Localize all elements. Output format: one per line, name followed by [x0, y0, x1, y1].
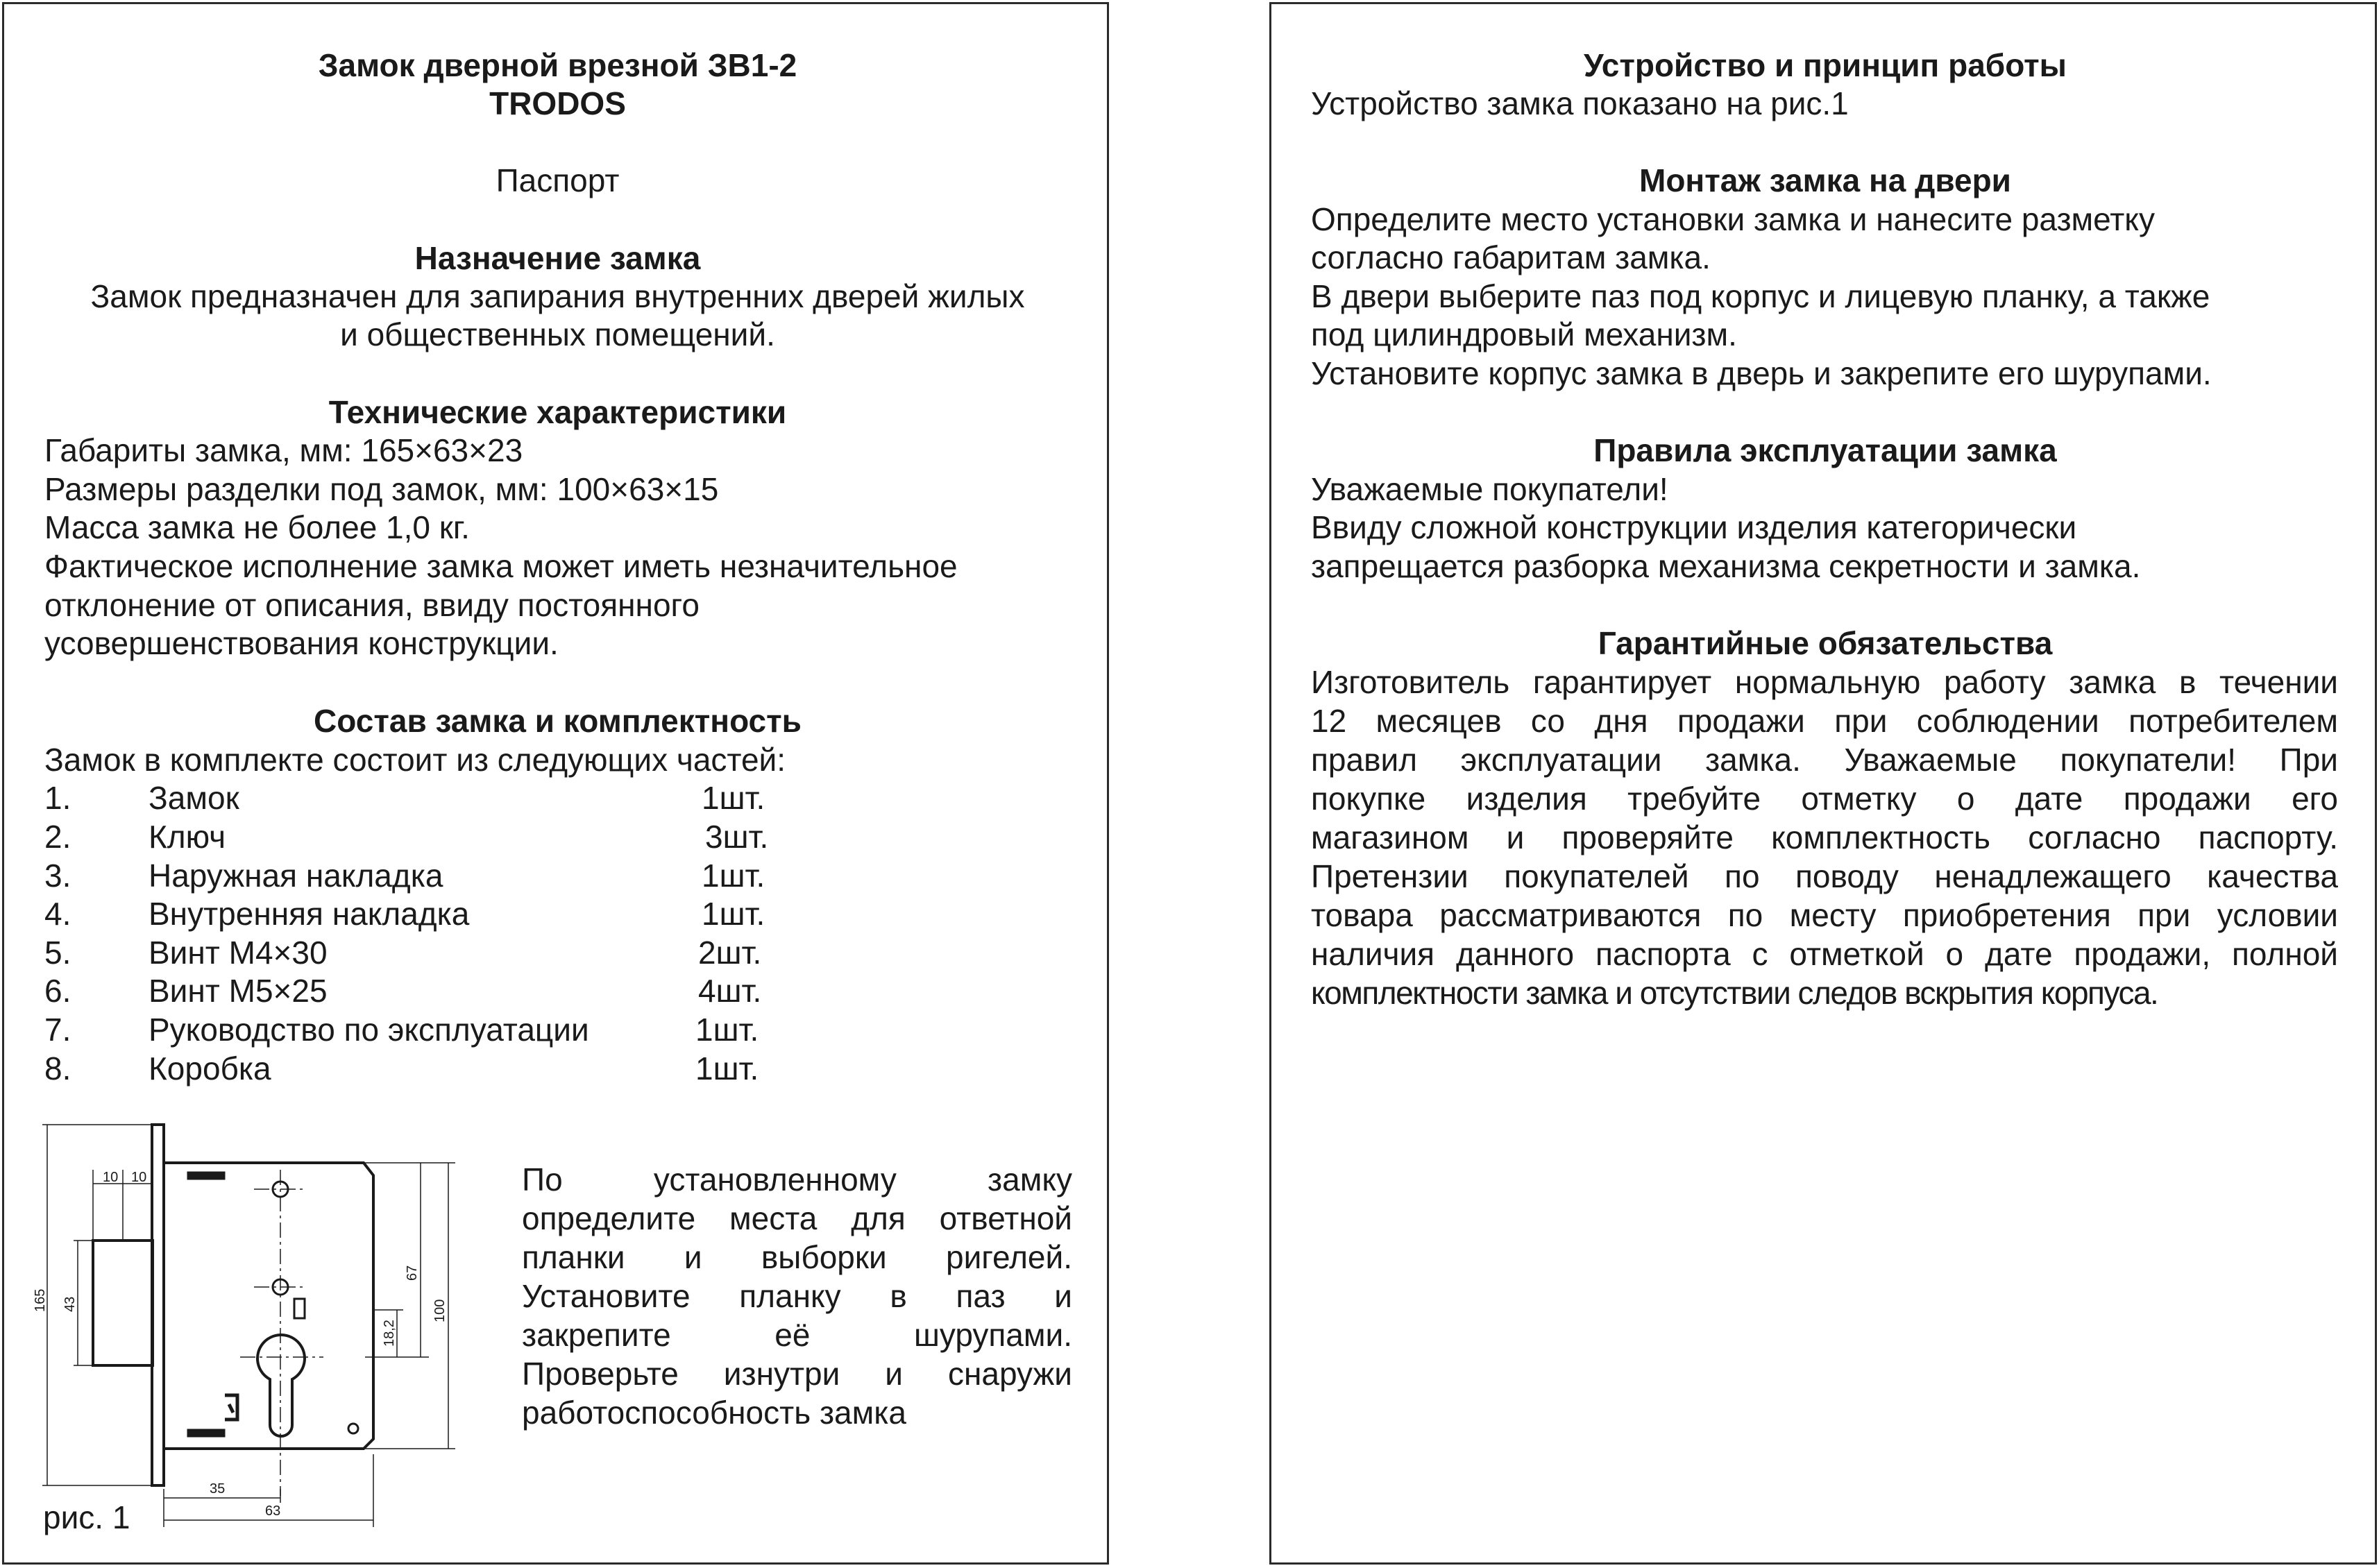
install-line: закрепите её шурупами.: [522, 1317, 1072, 1353]
warranty-line: правил эксплуатации замка. Уважаемые покупатели! При: [1311, 742, 2338, 778]
left-page: [2, 2, 1109, 1565]
bolt-slot: [188, 1173, 224, 1179]
kit-item-qty: 3шт.: [705, 819, 769, 855]
rules-heading: Правила эксплуатации замка: [1593, 432, 2057, 468]
kit-item-qty: 1шт.: [702, 780, 765, 816]
kit-item-number: 7.: [44, 1012, 71, 1048]
tech-line: отклонение от описания, ввиду постоянного: [44, 587, 700, 623]
cylinder-hole: [257, 1335, 305, 1436]
bolt-slot: [188, 1430, 224, 1436]
kit-item-qty: 4шт.: [698, 973, 762, 1009]
install-line: планки и выборки ригелей.: [522, 1239, 1072, 1275]
screw-hole: [348, 1424, 358, 1433]
install-line: По установленному замку: [522, 1161, 1072, 1198]
warranty-line: наличия данного паспорта с отметкой о дате продажи, полной: [1311, 936, 2338, 972]
warranty-line: Претензии покупателей по поводу ненадлежащего качества: [1311, 858, 2338, 894]
mount-heading: Монтаж замка на двери: [1639, 162, 2011, 198]
kit-item-qty: 2шт.: [698, 935, 762, 971]
kit-item-qty: 1шт.: [702, 858, 765, 894]
kit-item-name: Винт М5×25: [149, 973, 328, 1009]
kit-item-name: Замок: [149, 780, 239, 816]
brand-name: TRODOS: [489, 85, 626, 121]
rules-line: запрещается разборка механизма секретности и замка.: [1311, 548, 2141, 584]
install-paragraph: [522, 1160, 1072, 1432]
warranty-line: 12 месяцев со дня продажи при соблюдении потребителем: [1311, 703, 2338, 739]
purpose-line: Замок предназначен для запирания внутренних дверей жилых: [90, 278, 1025, 314]
dim-label: 43: [62, 1296, 78, 1312]
dim-label: 63: [265, 1503, 281, 1519]
mount-line: согласно габаритам замка.: [1311, 239, 1711, 275]
dim-label: 165: [33, 1288, 48, 1312]
tech-line: Масса замка не более 1,0 кг.: [44, 509, 470, 545]
kit-heading: Состав замка и комплектность: [314, 703, 802, 739]
kit-item-qty: 1шт.: [702, 896, 765, 932]
rules-line: Ввиду сложной конструкции изделия категорически: [1311, 509, 2077, 545]
install-line: работоспособность замка: [522, 1395, 906, 1431]
purpose-heading: Назначение замка: [414, 240, 701, 276]
document-title: Замок дверной врезной ЗВ1-2: [318, 47, 797, 83]
kit-item-name: Винт М4×30: [149, 935, 328, 971]
kit-item-qty: 1шт.: [695, 1050, 759, 1086]
lock-drawing: [25, 1114, 497, 1537]
warranty-line: товара рассматриваются по месту приобретения при условии: [1311, 897, 2338, 933]
warranty-line: магазином и проверяйте комплектность согласно паспорту.: [1311, 819, 2338, 855]
install-line: определите места для ответной: [522, 1200, 1072, 1236]
figure-caption: рис. 1: [43, 1499, 130, 1535]
dim-label: 10: [131, 1170, 147, 1185]
mount-line: Установите корпус замка в дверь и закрепите его шурупами.: [1311, 355, 2212, 391]
purpose-line: и общественных помещений.: [340, 316, 775, 352]
mount-line: под цилиндровый механизм.: [1311, 316, 1737, 352]
kit-intro: Замок в комплекте состоит из следующих частей:: [44, 742, 786, 778]
right-page: [1269, 2, 2377, 1565]
kit-item-number: 3.: [44, 858, 71, 894]
kit-item-number: 6.: [44, 973, 71, 1009]
latch-bolt: [93, 1241, 153, 1365]
install-line: Установите планку в паз и: [522, 1278, 1072, 1314]
dim-label: 35: [210, 1481, 226, 1497]
kit-item-name: Ключ: [149, 819, 226, 855]
dim-label: 18,2: [382, 1320, 397, 1347]
device-heading: Устройство и принцип работы: [1584, 47, 2067, 83]
kit-item-name: Коробка: [149, 1050, 271, 1086]
tech-line: Габариты замка, мм: 165×63×23: [44, 432, 523, 468]
kit-item-number: 8.: [44, 1050, 71, 1086]
warranty-line: покупке изделия требуйте отметку о дате продажи его: [1311, 781, 2338, 817]
tech-line: Размеры разделки под замок, мм: 100×63×15: [44, 471, 719, 507]
tech-heading: Технические характеристики: [328, 394, 787, 430]
rules-line: Уважаемые покупатели!: [1311, 471, 1668, 507]
kit-item-name: Руководство по эксплуатации: [149, 1012, 589, 1048]
dim-label: 67: [405, 1265, 420, 1281]
kit-item-number: 5.: [44, 935, 71, 971]
dim-label: 100: [432, 1299, 448, 1322]
kit-item-number: 1.: [44, 780, 71, 816]
warranty-paragraph: [1311, 663, 2338, 1012]
mount-line: Определите место установки замка и нанесите разметку: [1311, 201, 2155, 237]
kit-item-number: 2.: [44, 819, 71, 855]
warranty-heading: Гарантийные обязательства: [1598, 625, 2053, 661]
device-text: Устройство замка показано на рис.1: [1311, 85, 1849, 121]
kit-item-number: 4.: [44, 896, 71, 932]
install-line: Проверьте изнутри и снаружи: [522, 1356, 1072, 1392]
warranty-line: Изготовитель гарантирует нормальную работу замка в течении: [1311, 664, 2338, 700]
mount-line: В двери выберите паз под корпус и лицевую планку, а также: [1311, 278, 2210, 314]
tech-line: Фактическое исполнение замка может иметь незначительное: [44, 548, 958, 584]
kit-item-qty: 1шт.: [695, 1012, 759, 1048]
lock-window: [294, 1299, 305, 1318]
passport-label: Паспорт: [496, 162, 620, 198]
kit-item-name: Наружная накладка: [149, 858, 443, 894]
tech-line: усовершенствования конструкции.: [44, 625, 559, 661]
kit-item-name: Внутренняя накладка: [149, 896, 470, 932]
hook-part: [225, 1395, 237, 1420]
dim-label: 10: [103, 1170, 119, 1185]
warranty-line: комплектности замка и отсутствии следов вскрытия корпуса.: [1311, 975, 2158, 1011]
